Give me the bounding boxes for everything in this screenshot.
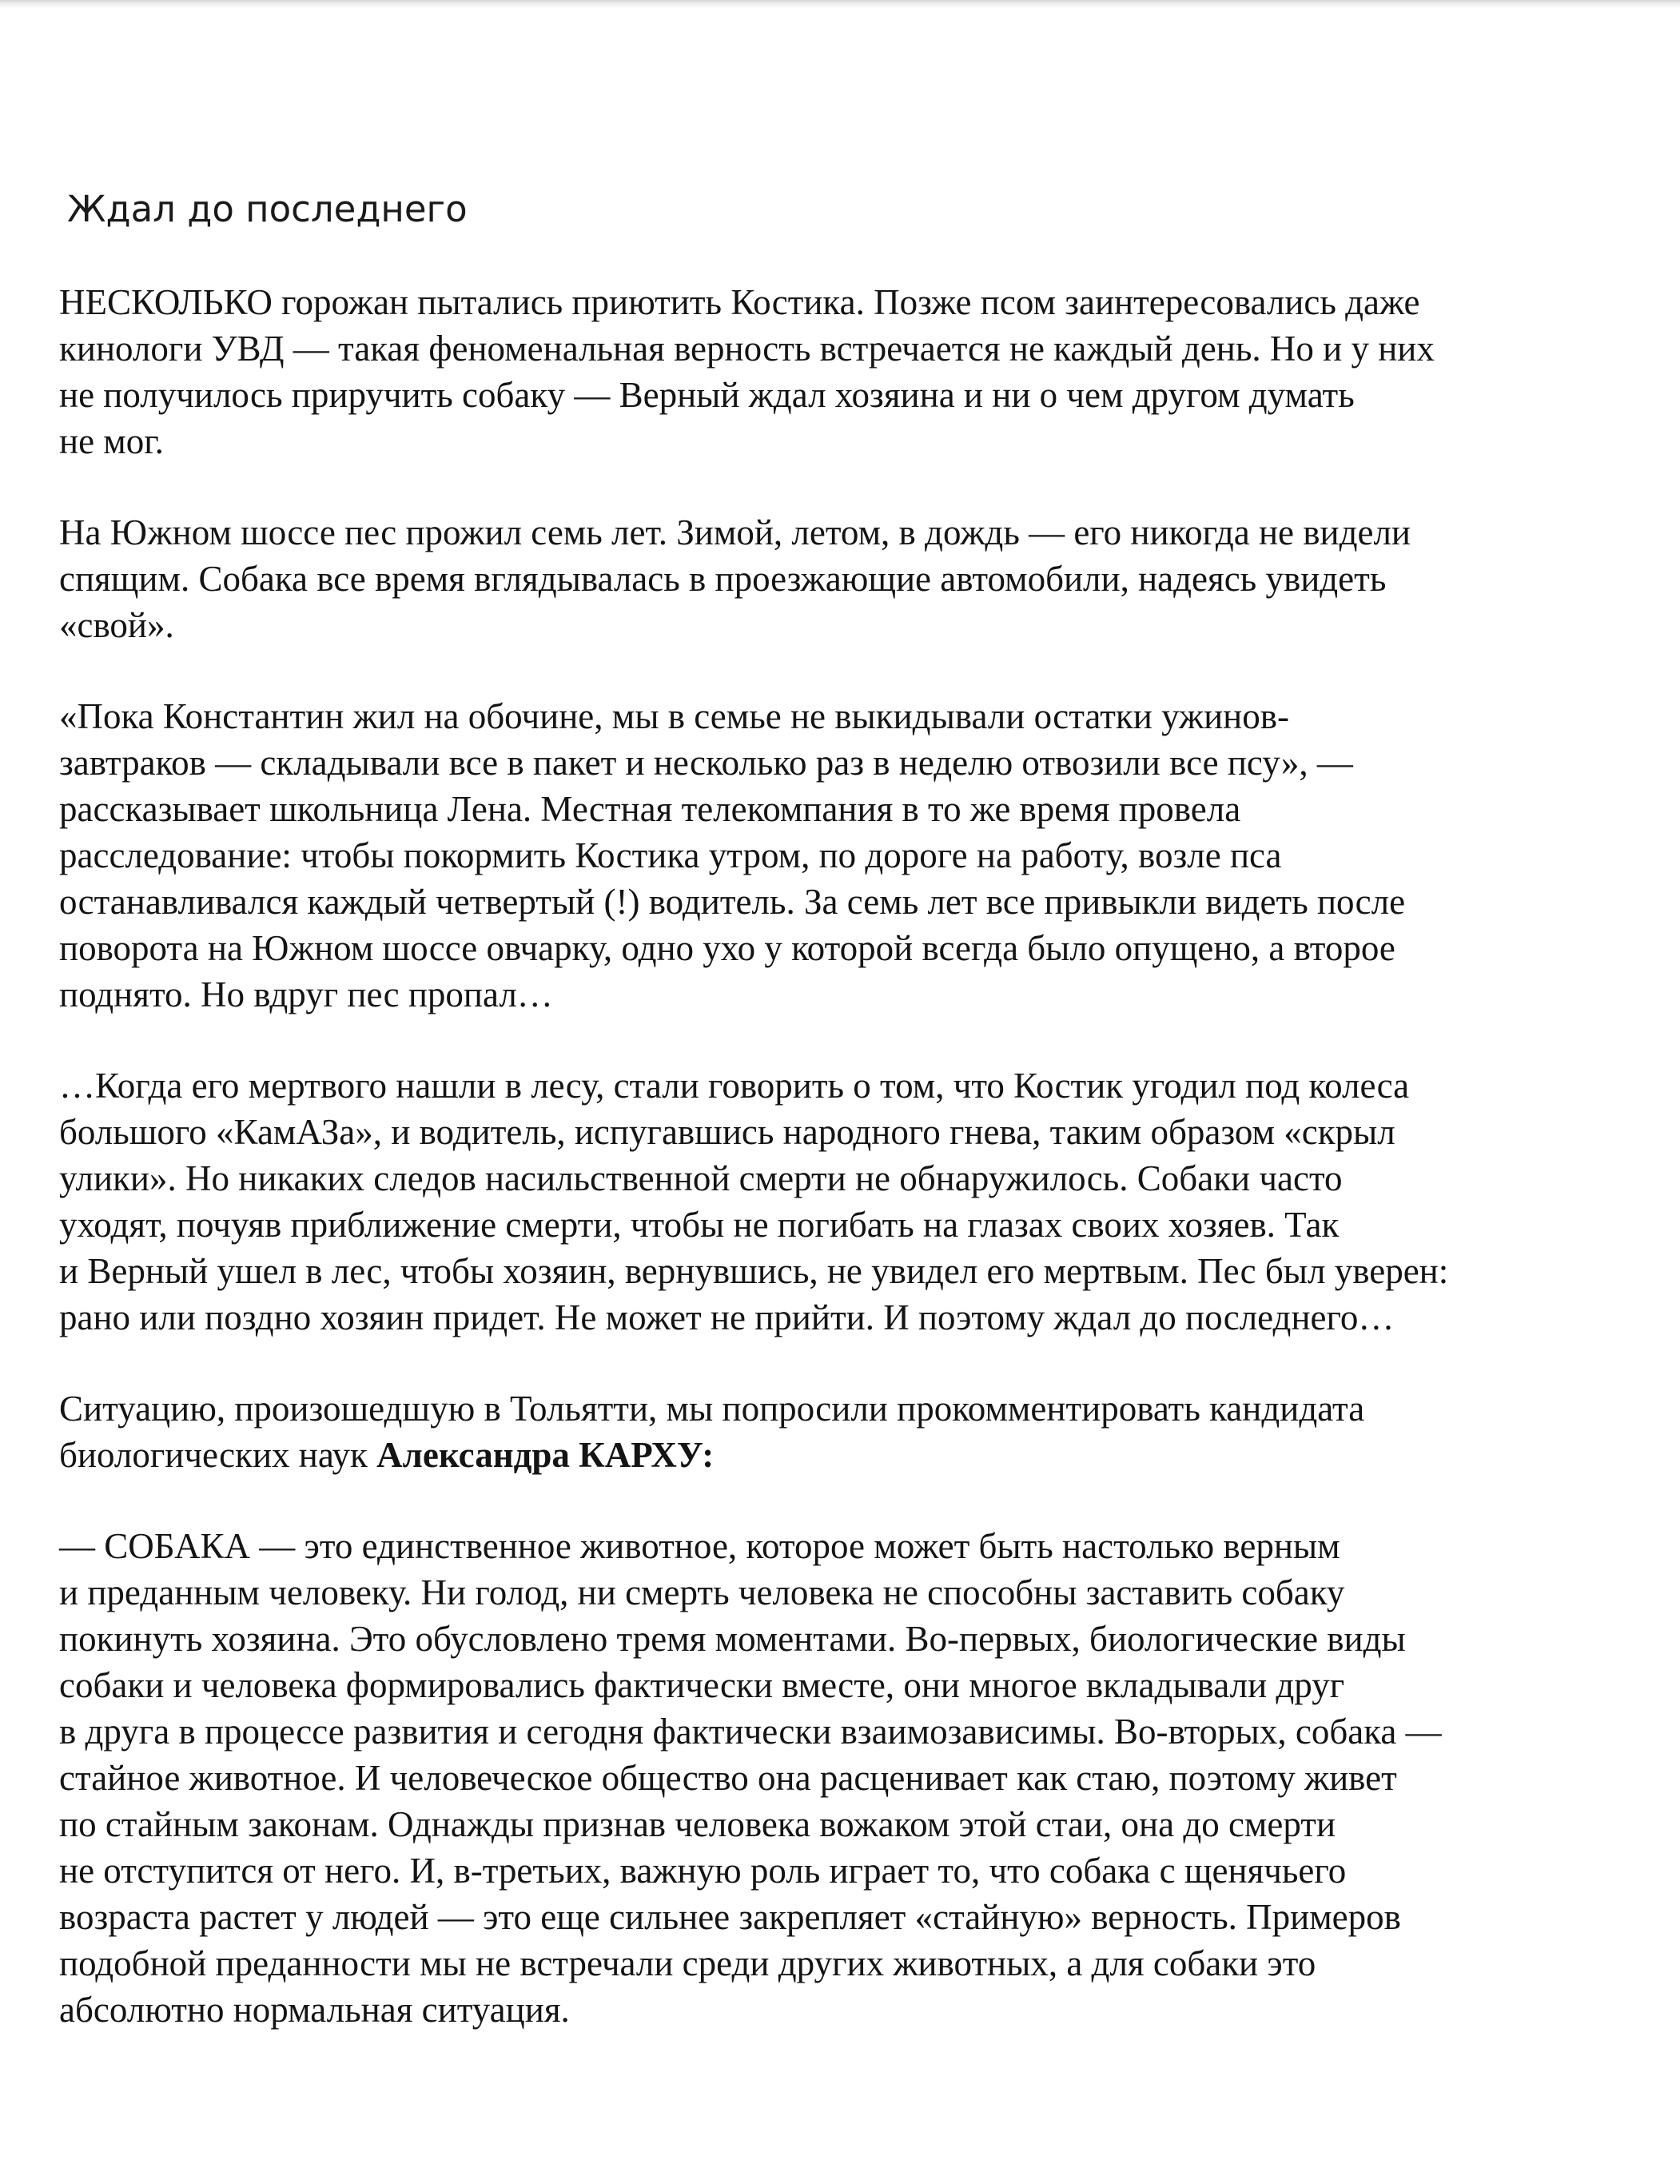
expert-quote: — СОБАКА — это единственное животное, которое может быть настолько верным и преданным человеку. Ни голод, ни смерть человека не способны заставить собаку покинуть хозяина. Это обусловлено тремя моментами. Во-первых, биологические виды собаки и человека формировались фактически вместе, они многое вкладывали друг в друга в процессе развития и сегодня фактически взаимозависимы. Во-вторых, собака — стайное животное. И человеческое общество она расценивает как стаю, поэтому живет по стайным законам. Однажды признав человека вожаком этой стаи, она до смерти не отступится от него. И, в-третьих, важную роль играет то, что собака с щенячьего возраста растет у людей — это еще сильнее закрепляет «стайную» верность. Примеров подобной преданности мы не встречали среди других животных, а для собаки это абсолютно нормальная ситуация. bbox=[59, 1526, 1442, 2030]
paragraph-3: «Пока Константин жил на обочине, мы в семье не выкидывали остатки ужинов- завтраков — складывали все в пакет и несколько раз в неделю отвозили все псу», — рассказывает школьница Лена. Местная телекомпания в то же время провела расследование: чтобы покормить Костика утром, по дороге на работу, возле пса останавливался каждый четвертый (!) водитель. За семь лет все привыкли видеть после поворота на Южном шоссе овчарку, одно ухо у которой всегда было опущено, а второе поднято. Но вдруг пес пропал… bbox=[59, 696, 1406, 1014]
expert-intro bbox=[59, 1385, 1618, 1478]
scan-top-edge bbox=[0, 0, 1680, 8]
expert-intro-text: Ситуацию, произошедшую в Тольятти, мы попросили прокомментировать кандидата биологических наук bbox=[59, 1389, 1365, 1475]
paragraph-4: …Когда его мертвого нашли в лесу, стали говорить о том, что Костик угодил под колеса большого «КамАЗа», и водитель, испугавшись народного гнева, таким образом «скрыл улики». Но никаких следов насильственной смерти не обнаружилось. Собаки часто уходят, почуяв приближение смерти, чтобы не погибать на глазах своих хозяев. Так и Верный ушел в лес, чтобы хозяин, вернувшись, не увидел его мертвым. Пес был уверен: рано или поздно хозяин придет. Не может не прийти. И поэтому ждал до последнего… bbox=[59, 1066, 1449, 1337]
article bbox=[59, 188, 1618, 2078]
article-title: Ждал до последнего bbox=[67, 188, 468, 230]
paragraph-1: НЕСКОЛЬКО горожан пытались приютить Костика. Позже псом заинтересовались даже кинологи УВД — такая феноменальная верность встречается не каждый день. Но и у них не получилось приручить собаку — Верный ждал хозяина и ни о чем другом думать не мог. bbox=[59, 282, 1435, 461]
expert-name: Александра КАРХУ: bbox=[376, 1435, 715, 1475]
paragraph-2: На Южном шоссе пес прожил семь лет. Зимой, летом, в дождь — его никогда не видели спящим. Собака все время вглядывалась в проезжающие автомобили, надеясь увидеть «свой». bbox=[59, 512, 1411, 645]
